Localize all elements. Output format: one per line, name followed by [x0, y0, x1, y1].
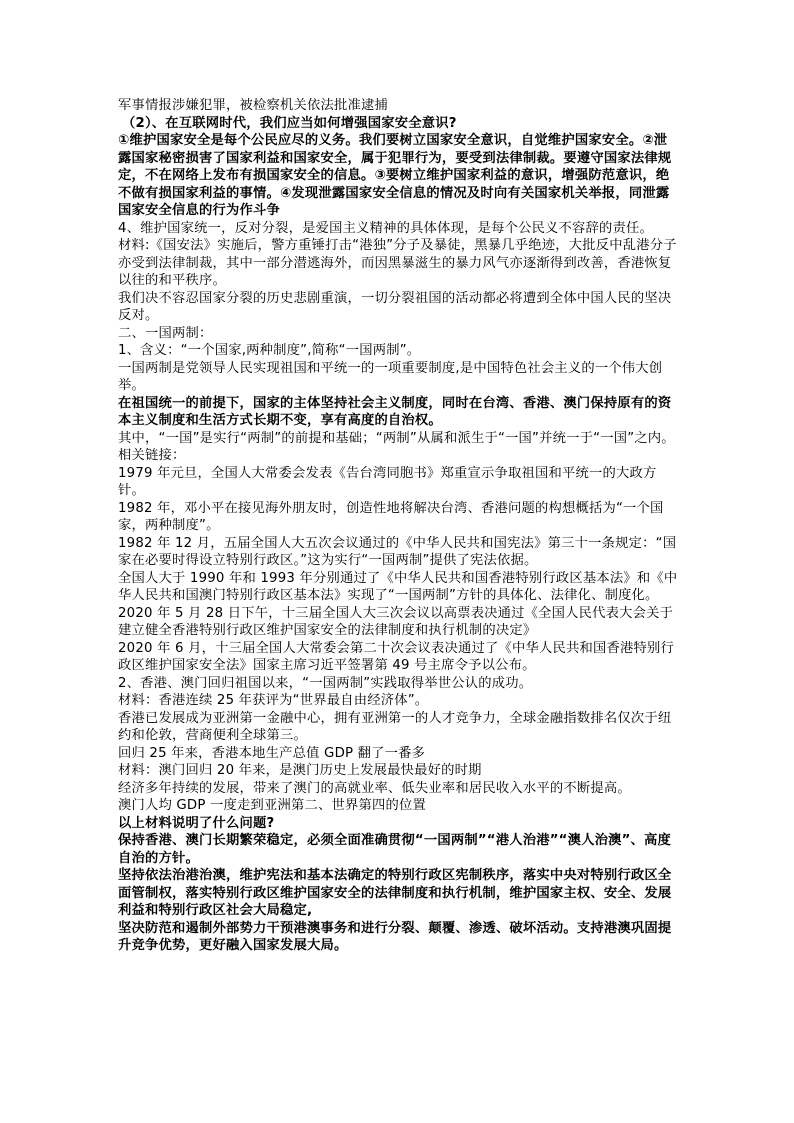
answer-external-forces: 坚决防范和遏制外部势力干预港澳事务和进行分裂、颠覆、渗透、破坏活动。支持港澳巩固提升竞争优势，更好融入国家发展大局。 [118, 920, 672, 953]
link-1982: 1982 年，邓小平在接见海外朋友时，创造性地将解决台湾、香港问题的构想概括为“一个国家，两种制度”。 [118, 500, 664, 533]
answer-policy: 保持香港、澳门长期繁荣稳定，必须全面准确贯彻“一国两制”“港人治港”“澳人治澳”、高度自治的方针。 [118, 833, 672, 866]
material-macau: 材料：澳门回归 20 年来，是澳门历史上发展最快最好的时期 [118, 763, 482, 778]
link-1979: 1979 年元旦，全国人大常委会发表《告台湾同胞书》郑重宣示争取祖国和平统一的大政方针。 [118, 465, 657, 498]
section-two-heading: 二、一国两制： [118, 325, 213, 341]
answer-national-security: ①维护国家安全是每个公民应尽的义务。我们要树立国家安全意识，自觉维护国家安全。②泄露国家秘密损害了国家利益和国家安全，属于犯罪行为，要受到法律制裁。要遵守国家法律规定，不在网络上发布有损国家安全的信息。③要树立维护国家利益的意识，增强防范意识，绝不做有损国家利益的事情。④发现泄露国家安全信息的情况及时向有关国家机关举报，同泄露国家安全信息的行为作斗争 [118, 133, 672, 218]
link-basic-law: 全国人大于 1990 年和 1993 年分别通过了《中华人民共和国香港特别行政区基本法》和《中华人民共和国澳门特别行政区基本法》实现了“一国两制”方针的具体化、法律化、制度化。 [118, 570, 678, 603]
paragraph-macau-gdp: 澳门人均 GDP 一度走到亚洲第二、世界第四的位置 [118, 798, 426, 813]
related-links-heading: 相关链接： [118, 448, 186, 463]
paragraph-macau-economy: 经济多年持续的发展，带来了澳门的高就业率、低失业率和居民收入水平的不断提高。 [118, 780, 631, 796]
paragraph-oppose-separation: 我们决不容忍国家分裂的历史悲剧重演，一切分裂祖国的活动都必将遭到全体中国人民的坚决反对。 [118, 290, 672, 323]
paragraph-1: 军事情报涉嫌犯罪，被检察机关依法批准逮捕 [118, 98, 388, 113]
paragraph-premise-bold: 在祖国统一的前提下，国家的主体坚持社会主义制度，同时在台湾、香港、澳门保持原有的资本主义制度和生活方式长期不变，享有高度的自治权。 [118, 395, 672, 428]
link-2020-06: 2020 年 6 月，十三届全国人大常委会第二十次会议表决通过了《中华人民共和国香港特别行政区维护国家安全法》国家主席习近平签署第 49 号主席令予以公布。 [118, 640, 674, 673]
link-2020-05: 2020 年 5 月 28 日下午，十三届全国人大三次会议以高票表决通过《全国人民代表大会关于建立健全香港特别行政区维护国家安全的法律制度和执行机制的决定》 [118, 605, 674, 638]
answer-rule-of-law: 坚持依法治港治澳，维护宪法和基本法确定的特别行政区宪制秩序，落实中央对特别行政区全面管制权，落实特别行政区维护国家安全的法律制度和执行机制，维护国家主权、安全、发展利益和特别行政区社会大局稳定, [118, 868, 672, 918]
meaning-heading: 1、含义：“一个国家,两种制度”,简称“一国两制”。 [118, 343, 421, 358]
paragraph-hk-gdp: 回归 25 年来，香港本地生产总值 GDP 翻了一番多 [118, 745, 426, 761]
question-what-issue: 以上材料说明了什么问题? [118, 815, 275, 831]
section-4-heading: 4、维护国家统一，反对分裂，是爱国主义精神的具体体现，是每个公民义不容辞的责任。 [118, 220, 654, 236]
link-1982-12: 1982 年 12 月，五届全国人大五次会议通过的《中华人民共和国宪法》第三十一条规定：“国家在必要时得设立特别行政区。”这为实行“一国两制”提供了宪法依据。 [118, 535, 677, 568]
success-heading: 2、香港、澳门回归祖国以来，“一国两制”实践取得举世公认的成功。 [118, 675, 533, 691]
material-national-security-law: 材料:《国安法》实施后，警方重锤打击“港独”分子及暴徒，黑暴几乎绝迹，大批反中乱港分子亦受到法律制裁，其中一部分潜逃海外，而因黑暴滋生的暴力风气亦逐渐得到改善，香港恢复以往的和平秩序。 [118, 238, 677, 288]
document-body [118, 97, 680, 955]
paragraph-one-country-definition: 一国两制是党领导人民实现祖国和平统一的一项重要制度,是中国特色社会主义的一个伟大创举。 [118, 360, 663, 393]
question-heading-2: （2）、在互联网时代，我们应当如何增强国家安全意识? [122, 115, 457, 131]
paragraph-relation: 其中，“一国”是实行“两制”的前提和基础；“两制”从属和派生于“一国”并统一于“一国”之内。 [118, 430, 675, 446]
paragraph-hk-finance: 香港已发展成为亚洲第一金融中心，拥有亚洲第一的人才竞争力，全球金融指数排名仅次于纽约和伦敦，营商便利全球第三。 [118, 710, 672, 743]
material-hong-kong: 材料：香港连续 25 年获评为“世界最自由经济体”。 [118, 693, 429, 708]
